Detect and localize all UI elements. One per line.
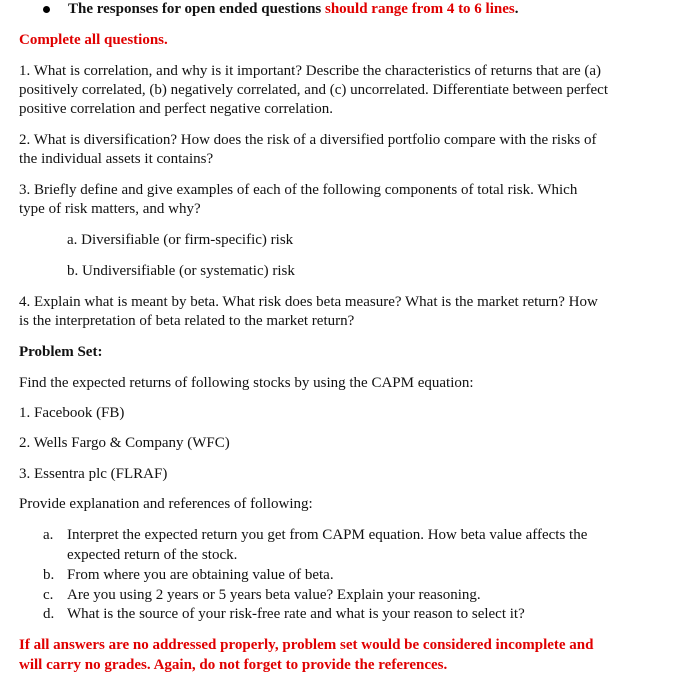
question-2-line-1: 2. What is diversification? How does the risk of a diversified portfolio compare with the risks of: [19, 132, 597, 148]
question-1-line-1: 1. What is correlation, and why is it important? Describe the characteristics of returns that are (a): [19, 63, 602, 79]
warning-line-2: will carry no grades. Again, do not forget to provide the references.: [19, 657, 448, 673]
explain-intro: Provide explanation and references of following:: [19, 496, 313, 512]
question-3-line-2: type of risk matters, and why?: [19, 201, 201, 217]
problem-set-intro: Find the expected returns of following stocks by using the CAPM equation:: [19, 375, 474, 391]
complete-all-heading: Complete all questions.: [19, 32, 168, 48]
stock-item-1: 1. Facebook (FB): [19, 405, 125, 421]
item-c-marker: c.: [43, 587, 54, 603]
question-3-line-1: 3. Briefly define and give examples of each of the following components of total risk. Which: [19, 182, 578, 198]
problem-set-title: Problem Set:: [19, 344, 103, 360]
item-d-line-1: What is the source of your risk-free rate and what is your reason to select it?: [67, 606, 525, 622]
item-a-line-2: expected return of the stock.: [67, 547, 238, 563]
note-prefix: The responses for open ended questions: [68, 1, 325, 17]
question-4-line-2: is the interpretation of beta related to the market return?: [19, 313, 355, 329]
note-text: [68, 0, 518, 19]
item-a-marker: a.: [43, 527, 54, 543]
note-bullet: [0, 0, 684, 20]
note-suffix: .: [514, 1, 519, 17]
question-3-sub-a: a. Diversifiable (or firm-specific) risk: [67, 232, 294, 248]
note-highlight: should range from 4 to 6 lines: [325, 1, 515, 17]
bullet-dot-icon: [43, 6, 50, 13]
item-a-line-1: Interpret the expected return you get from CAPM equation. How beta value affects the: [67, 527, 588, 543]
stock-item-2: 2. Wells Fargo & Company (WFC): [19, 435, 230, 451]
warning-line-1: If all answers are no addressed properly, problem set would be considered incomplete and: [19, 637, 594, 653]
item-b-marker: b.: [43, 567, 55, 583]
item-b-line-1: From where you are obtaining value of beta.: [67, 567, 334, 583]
stock-item-3: 3. Essentra plc (FLRAF): [19, 466, 168, 482]
question-4-line-1: 4. Explain what is meant by beta. What risk does beta measure? What is the market return? How: [19, 294, 598, 310]
question-1-line-2: positively correlated, (b) negatively correlated, and (c) uncorrelated. Differentiate between perfect: [19, 82, 609, 98]
item-c-line-1: Are you using 2 years or 5 years beta value? Explain your reasoning.: [67, 587, 481, 603]
item-d-marker: d.: [43, 606, 55, 622]
question-3-sub-b: b. Undiversifiable (or systematic) risk: [67, 263, 295, 279]
question-2-line-2: the individual assets it contains?: [19, 151, 214, 167]
question-1-line-3: positive correlation and perfect negative correlation.: [19, 101, 334, 117]
